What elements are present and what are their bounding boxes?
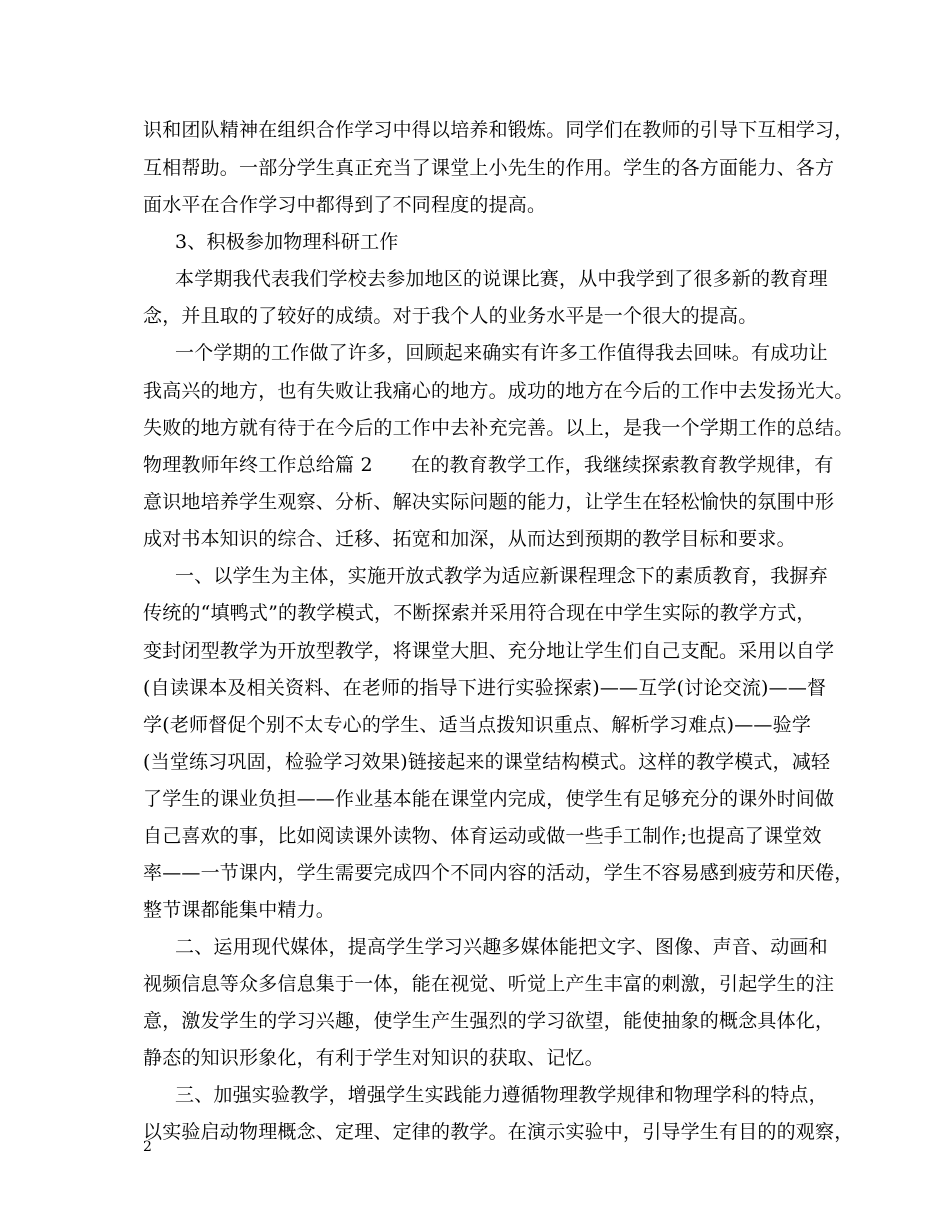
page-number: 2	[143, 1139, 152, 1155]
text-line: 整节课都能集中精力。	[143, 899, 336, 921]
text-line: 念，并且取的了较好的成绩。对于我个人的业务水平是一个很大的提高。	[143, 305, 758, 327]
text-line: 率——一节课内，学生需要完成四个不同内容的活动，学生不容易感到疲劳和厌倦，	[143, 862, 854, 884]
text-line: 一个学期的工作做了许多，回顾起来确实有许多工作值得我去回味。有成功让	[175, 342, 828, 364]
text-line: 面水平在合作学习中都得到了不同程度的提高。	[143, 194, 547, 216]
text-line: (自读课本及相关资料、在老师的指导下进行实验探索)——互学(讨论交流)——督	[143, 677, 827, 699]
text-line: 自己喜欢的事，比如阅读课外读物、体育运动或做一些手工制作;也提高了课堂效	[143, 825, 822, 847]
text-line: 识和团队精神在组织合作学习中得以培养和锻炼。同学们在教师的引导下互相学习，	[143, 119, 854, 141]
text-line: 一、以学生为主体，实施开放式教学为适应新课程理念下的素质教育，我摒弃	[175, 565, 828, 587]
text-line: (当堂练习巩固，检验学习效果)链接起来的课堂结构模式。这样的教学模式，减轻	[143, 751, 831, 773]
text-line: 变封闭型教学为开放型教学，将课堂大胆、充分地让学生们自己支配。采用以自学	[143, 640, 835, 662]
text-line: 二、运用现代媒体，提高学生学习兴趣多媒体能把文字、图像、声音、动画和	[175, 936, 828, 958]
text-line: 学(老师督促个别不太专心的学生、适当点拨知识重点、解析学习难点)——验学	[143, 714, 812, 736]
text-line: 本学期我代表我们学校去参加地区的说课比赛，从中我学到了很多新的教育理	[175, 268, 828, 290]
text-line: 物理教师年终工作总给篇 2 在的教育教学工作，我继续探索教育教学规律，有	[143, 454, 834, 476]
text-line: 失败的地方就有待于在今后的工作中去补充完善。以上，是我一个学期工作的总结。	[143, 417, 854, 439]
text-line: 互相帮助。一部分学生真正充当了课堂上小先生的作用。学生的各方面能力、各方	[143, 157, 835, 179]
section-heading: 3、积极参加物理科研工作	[175, 231, 399, 253]
text-line: 了学生的课业负担——作业基本能在课堂内完成，使学生有足够充分的课外时间做	[143, 788, 835, 810]
text-line: 意，激发学生的学习兴趣，使学生产生强烈的学习欲望，能使抽象的概念具体化，	[143, 1010, 835, 1032]
text-line: 意识地培养学生观察、分析、解决实际问题的能力，让学生在轻松愉快的氛围中形	[143, 491, 835, 513]
text-line: 三、加强实验教学，增强学生实践能力遵循物理教学规律和物理学科的特点，	[175, 1084, 828, 1106]
text-line: 成对书本知识的综合、迁移、拓宽和加深，从而达到预期的教学目标和要求。	[143, 528, 796, 550]
text-line: 静态的知识形象化，有利于学生对知识的获取、记忆。	[143, 1047, 604, 1069]
text-line: 以实验启动物理概念、定理、定律的教学。在演示实验中，引导学生有目的的观察，	[143, 1121, 854, 1143]
text-line: 视频信息等众多信息集于一体，能在视觉、听觉上产生丰富的刺激，引起学生的注	[143, 973, 835, 995]
text-line: 传统的“填鸭式”的教学模式，不断探索并采用符合现在中学生实际的教学方式，	[143, 602, 816, 624]
text-line: 我高兴的地方，也有失败让我痛心的地方。成功的地方在今后的工作中去发扬光大。	[143, 380, 854, 402]
